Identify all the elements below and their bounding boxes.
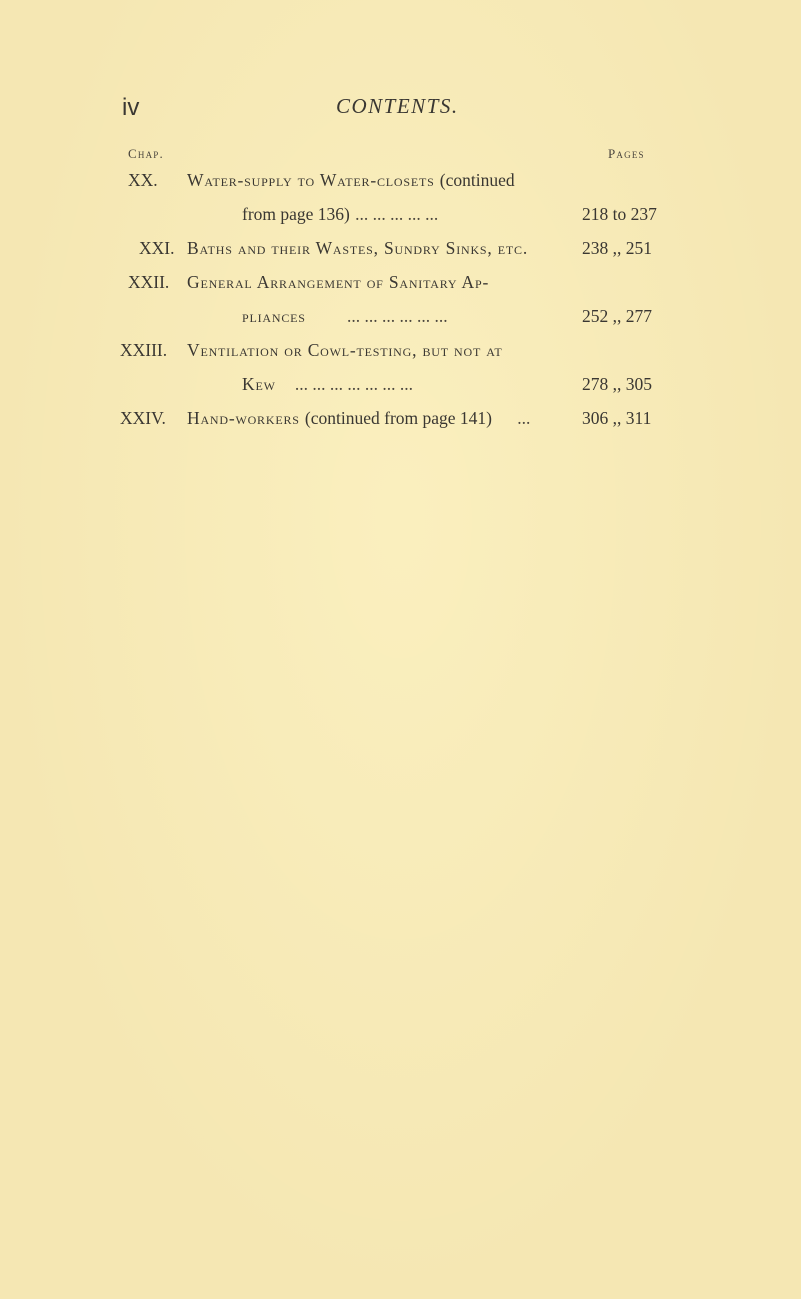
page-range: 252 ,, 277 xyxy=(582,306,652,326)
leader-dots: ... ... ... ... ... ... ... xyxy=(294,374,414,394)
running-head: CONTENTS. xyxy=(336,94,459,118)
page-range: 306 ,, 311 xyxy=(582,408,652,428)
page-range: 238 ,, 251 xyxy=(582,238,652,258)
page-range: 278 ,, 305 xyxy=(582,374,652,394)
chapter-title: Ventilation or Cowl-testing, but not at xyxy=(187,340,503,360)
chapter-title-note: (continued xyxy=(439,170,515,190)
pages-column-header: Pages xyxy=(608,146,645,161)
chapter-number: XXII. xyxy=(128,272,170,292)
chapter-number: XX. xyxy=(128,170,158,190)
chapter-title-continuation xyxy=(242,374,413,395)
chapter-title-text: Kew xyxy=(242,374,276,394)
leader-dots: ... xyxy=(517,408,531,428)
chapter-title xyxy=(187,170,515,191)
chapter-title: Baths and their Wastes, Sundry Sinks, etc. xyxy=(187,238,528,258)
chap-column-header: Chap. xyxy=(128,146,164,161)
chapter-title-note: (continued from page 141) xyxy=(304,408,493,428)
chapter-title-continuation xyxy=(242,204,438,225)
leader-dots: ... ... ... ... ... ... xyxy=(346,306,448,326)
chapter-title xyxy=(187,408,530,429)
chapter-number: XXI. xyxy=(139,238,175,258)
page-folio: iv xyxy=(122,94,140,121)
chapter-number: XXIV. xyxy=(120,408,166,428)
page-range: 218 to 237 xyxy=(582,204,657,224)
chapter-title-text: Hand-workers xyxy=(187,408,300,428)
chapter-number: XXIII. xyxy=(120,340,168,360)
leader-dots: ... ... ... ... ... xyxy=(355,204,439,224)
chapter-title: General Arrangement of Sanitary Ap- xyxy=(187,272,490,292)
chapter-title-continuation xyxy=(242,306,448,327)
chapter-title-text: Water-supply to Water-closets xyxy=(187,170,435,190)
chapter-title-text: pliances xyxy=(242,306,306,326)
chapter-title-note: from page 136) xyxy=(242,204,350,224)
